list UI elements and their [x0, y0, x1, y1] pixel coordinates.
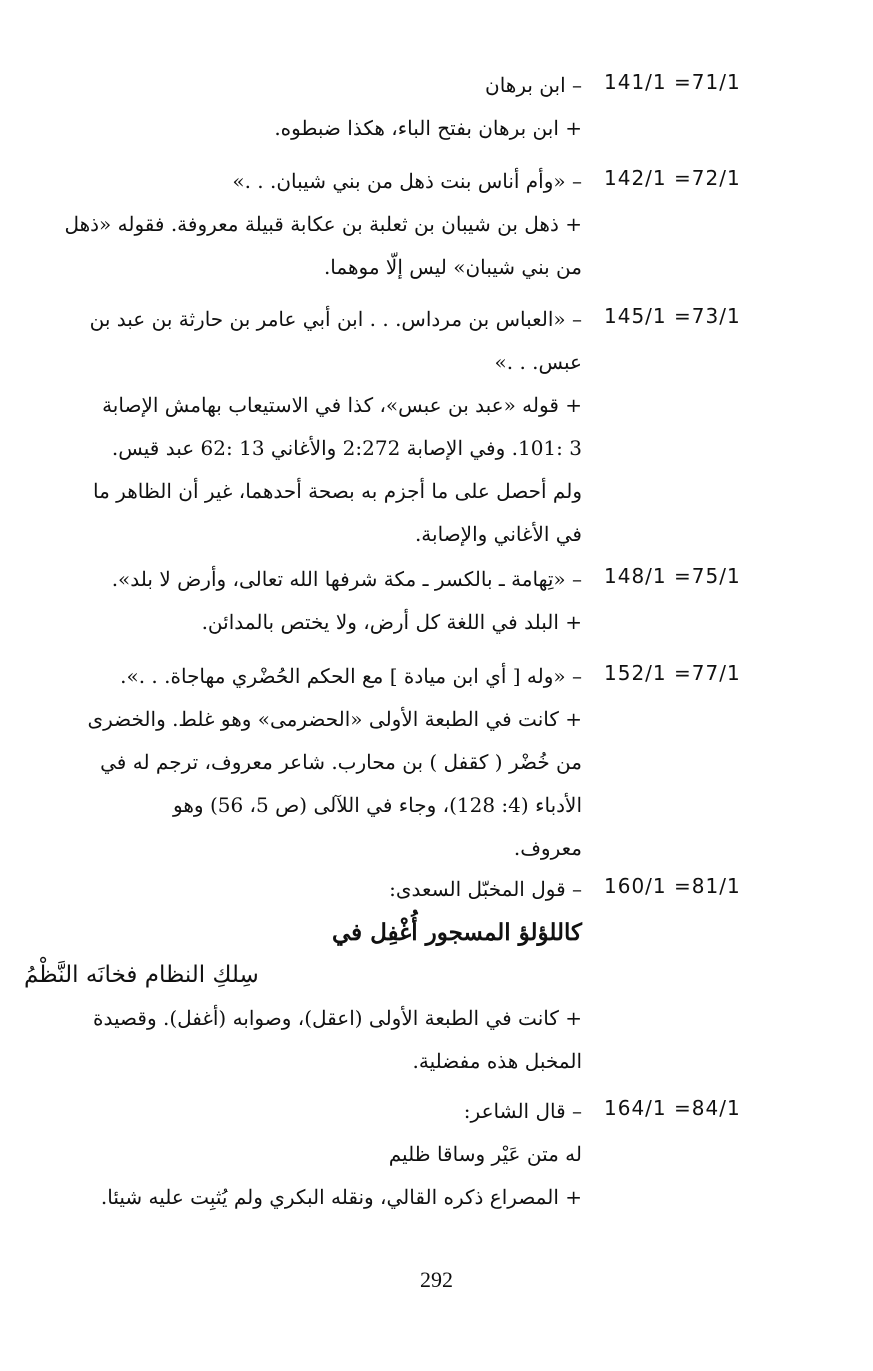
entry-line: له متن عَيْر وساقا ظليم [388, 1142, 582, 1166]
entry-line: – «تِهامة ـ بالكسر ـ مكة شرفها الله تعالى، وأرض لا بلد». [111, 567, 582, 591]
entry-reference: 152/1 =77/1 [604, 661, 741, 685]
entry-line: + ذهل بن شيبان بن ثعلبة بن عكابة قبيلة معروفة. فقوله «ذهل [64, 212, 582, 236]
entry-line: + المصراع ذكره القالي، ونقله البكري ولم يُثبِت عليه شيئا. [100, 1185, 582, 1209]
entry-line: + كانت في الطبعة الأولى «الحضرمى» وهو غلط. والخضرى [87, 707, 582, 731]
entry-reference: 148/1 =75/1 [604, 564, 741, 588]
entry-line: + البلد في اللغة كل أرض، ولا يختص بالمدائن. [201, 610, 582, 634]
entry-line: من خُضْر ( كقفل ) بن محارب. شاعر معروف، ترجم له في [100, 750, 582, 774]
entry-line: – قال الشاعر: [463, 1099, 582, 1123]
verse-first-hemistich: كاللؤلؤ المسجور أُغْفِل في [331, 919, 582, 946]
entry-line: عبس. . .» [494, 350, 582, 374]
entry-reference: 164/1 =84/1 [604, 1096, 741, 1120]
entry-text [24, 64, 582, 150]
entry-line: – «وله [ أي ابن ميادة ] مع الحكم الحُضْري مهاجاة. . .». [120, 664, 582, 688]
entry-text [24, 160, 582, 289]
entry-line: ولم أحصل على ما أجزم به بصحة أحدهما، غير أن الظاهر ما [93, 479, 582, 503]
verse-second-hemistich: سِلكِ النظام فخانَه النَّظْمُ [24, 962, 259, 988]
entry-text [24, 558, 582, 644]
entry-line: + كانت في الطبعة الأولى (اعقل)، وصوابه (أغفل). وقصيدة [93, 1006, 582, 1030]
entry-text [24, 1090, 582, 1219]
entry-line: معروف. [513, 836, 582, 860]
entry-text [24, 298, 582, 556]
entry-reference: 145/1 =73/1 [604, 304, 741, 328]
entry-line: – «وأم أناس بنت ذهل من بني شيبان. . .» [232, 169, 582, 193]
entry-line: 3 :101. وفي الإصابة 2:272 والأغاني 13 :62 عبد قيس. [111, 436, 582, 460]
entry-line: في الأغاني والإصابة. [414, 522, 582, 546]
entry-line: الأدباء (4: 128)، وجاء في اللآلى (ص 5، 56) وهو [173, 793, 582, 817]
entry-text [24, 868, 582, 1083]
entry-line: + قوله «عبد بن عبس»، كذا في الاستيعاب بهامش الإصابة [102, 393, 582, 417]
entry-line: – قول المخبّل السعدى: [389, 877, 582, 901]
page-number: 292 [420, 1267, 453, 1292]
entry-text [24, 655, 582, 870]
entry-line: – «العباس بن مرداس. . . ابن أبي عامر بن حارثة بن عبد بن [89, 307, 582, 331]
entry-reference: 142/1 =72/1 [604, 166, 741, 190]
entry-line: المخبل هذه مفضلية. [412, 1049, 582, 1073]
entry-reference: 141/1 =71/1 [604, 70, 741, 94]
entry-line: – ابن برهان [485, 73, 582, 97]
entry-line: + ابن برهان بفتح الباء، هكذا ضبطوه. [274, 116, 582, 140]
entry-reference: 160/1 =81/1 [604, 874, 741, 898]
entry-line: من بني شيبان» ليس إلّا موهما. [323, 255, 582, 279]
